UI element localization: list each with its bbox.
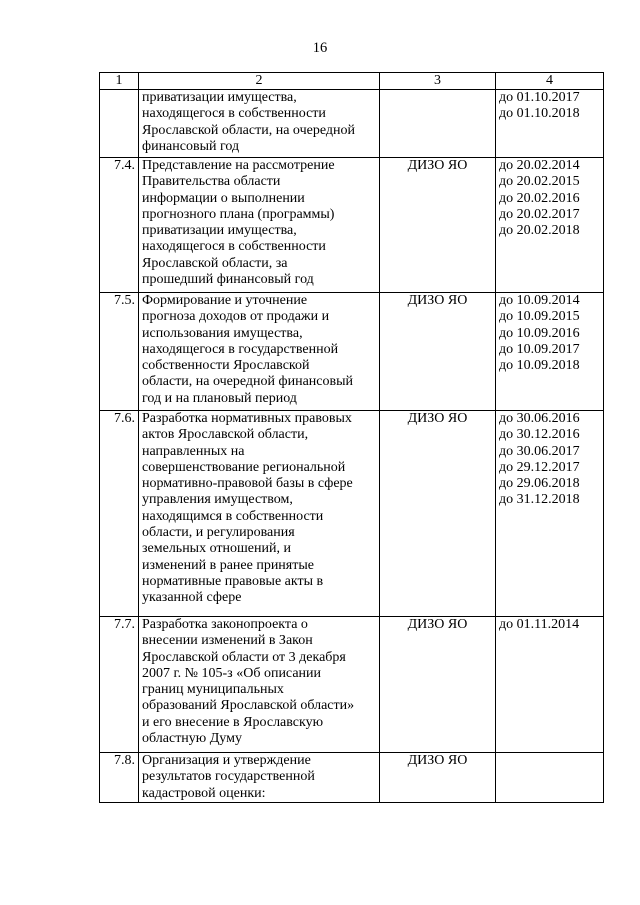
description-line: нормативно-правовой базы в сфере (142, 476, 353, 492)
item-number: 7.8. (100, 753, 139, 803)
item-number: 7.7. (100, 617, 139, 753)
table-row (100, 411, 604, 617)
item-deadlines (496, 293, 604, 411)
plan-table-body (100, 73, 604, 803)
header-cell-4: 4 (496, 73, 604, 90)
deadline-date: до 01.10.2017 (499, 90, 580, 105)
description-line: указанной сфере (142, 590, 242, 606)
description-line: прогноза доходов от продажи и (142, 309, 330, 325)
description-line: внесении изменений в Закон (142, 633, 313, 649)
deadline-date: до 20.02.2018 (499, 223, 580, 239)
description-line: Ярославской области, на очередной (142, 122, 355, 138)
description-line: Ярославской области, за (142, 255, 288, 271)
deadline-date: до 29.12.2017 (499, 459, 580, 475)
description-line: приватизации имущества, (142, 90, 297, 105)
item-number (100, 90, 139, 158)
description-line: области, на очередной финансовый (142, 374, 354, 390)
item-description (139, 411, 380, 617)
item-executor: ДИЗО ЯО (380, 753, 496, 803)
deadline-date: до 10.09.2015 (499, 309, 580, 325)
header-cell-3: 3 (380, 73, 496, 90)
description-line: находящегося в собственности (142, 106, 326, 122)
deadline-date: до 30.06.2017 (499, 443, 580, 459)
description-line: Правительства области (142, 174, 281, 190)
description-line: приватизации имущества, (142, 223, 297, 239)
item-deadlines (496, 90, 604, 158)
deadline-date: до 10.09.2018 (499, 358, 580, 374)
header-cell-1: 1 (100, 73, 139, 90)
item-number: 7.4. (100, 158, 139, 293)
description-line: 2007 г. № 105-з «Об описании (142, 665, 322, 681)
description-line: Организация и утверждение (142, 753, 311, 768)
description-line: границ муниципальных (142, 682, 284, 698)
description-line: совершенствование региональной (142, 459, 346, 475)
deadline-date: до 01.10.2018 (499, 106, 580, 122)
deadline-date: до 30.12.2016 (499, 427, 580, 443)
item-description (139, 90, 380, 158)
deadline-date: до 20.02.2014 (499, 158, 580, 173)
item-executor (380, 90, 496, 158)
table-row (100, 753, 604, 803)
deadline-date: до 20.02.2017 (499, 206, 580, 222)
description-line: финансовый год (142, 138, 240, 154)
item-deadlines (496, 158, 604, 293)
description-line: год и на плановый период (142, 390, 297, 406)
description-line: находящегося в собственности (142, 239, 326, 255)
deadline-date: до 10.09.2017 (499, 341, 580, 357)
description-line: Разработка законопроекта о (142, 617, 308, 632)
item-executor: ДИЗО ЯО (380, 617, 496, 753)
description-line: кадастровой оценки: (142, 785, 266, 801)
item-description (139, 293, 380, 411)
description-line: направленных на (142, 443, 245, 459)
deadline-date: до 30.06.2016 (499, 411, 580, 426)
description-line: прошедший финансовый год (142, 272, 314, 288)
description-line: Ярославской области от 3 декабря (142, 649, 346, 665)
item-executor: ДИЗО ЯО (380, 158, 496, 293)
header-cell-2: 2 (139, 73, 380, 90)
description-line: актов Ярославской области, (142, 427, 309, 443)
item-description (139, 617, 380, 753)
description-line: и его внесение в Ярославскую (142, 714, 324, 730)
item-deadlines (496, 411, 604, 617)
deadline-date: до 29.06.2018 (499, 476, 580, 492)
description-line: области, и регулирования (142, 525, 295, 541)
item-description (139, 158, 380, 293)
plan-table (99, 72, 604, 803)
description-line: прогнозного плана (программы) (142, 206, 335, 222)
table-row (100, 158, 604, 293)
item-executor: ДИЗО ЯО (380, 411, 496, 617)
item-deadlines (496, 617, 604, 753)
deadline-date: до 31.12.2018 (499, 492, 580, 508)
description-line: использования имущества, (142, 325, 303, 341)
deadline-date: до 10.09.2016 (499, 325, 580, 341)
table-row (100, 90, 604, 158)
table-row (100, 293, 604, 411)
description-line: областную Думу (142, 731, 242, 747)
item-deadlines (496, 753, 604, 803)
table-header-row (100, 73, 604, 90)
description-line: собственности Ярославской (142, 358, 310, 374)
deadline-date: до 20.02.2015 (499, 174, 580, 190)
table-row (100, 617, 604, 753)
deadline-date: до 01.11.2014 (499, 617, 580, 632)
deadline-date: до 20.02.2016 (499, 190, 580, 206)
description-line: нормативные правовые акты в (142, 573, 324, 589)
description-line: результатов государственной (142, 769, 315, 785)
page-number: 16 (312, 40, 328, 56)
item-number: 7.5. (100, 293, 139, 411)
deadline-date: до 10.09.2014 (499, 293, 580, 308)
description-line: управления имуществом, (142, 492, 293, 508)
description-line: находящегося в государственной (142, 341, 339, 357)
description-line: Разработка нормативных правовых (142, 411, 352, 426)
description-line: находящимся в собственности (142, 508, 324, 524)
item-executor: ДИЗО ЯО (380, 293, 496, 411)
description-line: земельных отношений, и (142, 541, 291, 557)
item-description (139, 753, 380, 803)
description-line: Формирование и уточнение (142, 293, 308, 308)
description-line: Представление на рассмотрение (142, 158, 335, 173)
description-line: образований Ярославской области» (142, 698, 355, 714)
description-line: информации о выполнении (142, 190, 305, 206)
item-number: 7.6. (100, 411, 139, 617)
description-line: изменений в ранее принятые (142, 557, 314, 573)
